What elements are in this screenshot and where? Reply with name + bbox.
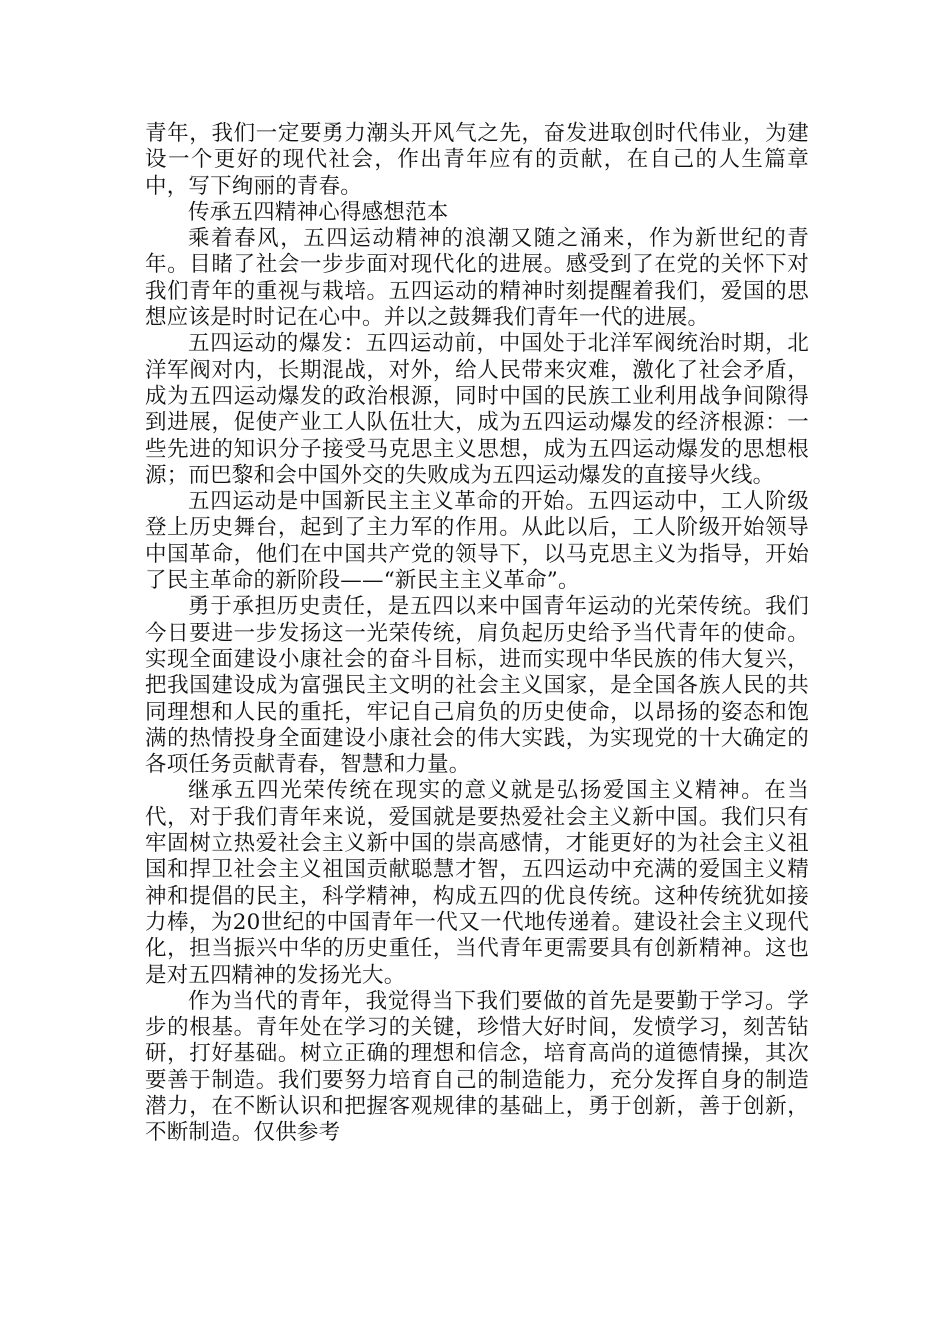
document-body [145, 121, 809, 1147]
paragraph: 青年，我们一定要勇力潮头开风气之先，奋发进取创时代伟业，为建设一个更好的现代社会，作出青年应有的贡献，在自己的人生篇章中，写下绚丽的青春。 [145, 121, 809, 199]
section-heading: 传承五四精神心得感想范本 [188, 199, 449, 225]
paragraph: 五四运动的爆发：五四运动前，中国处于北洋军阀统治时期，北洋军阀对内，长期混战，对外，给人民带来灾难，激化了社会矛盾，成为五四运动爆发的政治根源，同时中国的民族工业利用战争间隙得到进展，促使产业工人队伍壮大，成为五四运动爆发的经济根源：一些先进的知识分子接受马克思主义思想，成为五四运动爆发的思想根源；而巴黎和会中国外交的失败成为五四运动爆发的直接导火线。 [145, 331, 809, 488]
paragraph: 乘着春风，五四运动精神的浪潮又随之涌来，作为新世纪的青年。目睹了社会一步步面对现代化的进展。感受到了在党的关怀下对我们青年的重视与栽培。五四运动的精神时刻提醒着我们，爱国的思想应该是时时记在心中。并以之鼓舞我们青年一代的进展。 [145, 226, 809, 331]
paragraph: 五四运动是中国新民主主义革命的开始。五四运动中，工人阶级登上历史舞台，起到了主力军的作用。从此以后，工人阶级开始领导中国革命，他们在中国共产党的领导下，以马克思主义为指导，开始了民主革命的新阶段——“新民主主义革命”。 [145, 489, 809, 594]
paragraph: 勇于承担历史责任，是五四以来中国青年运动的光荣传统。我们今日要进一步发扬这一光荣传统，肩负起历史给予当代青年的使命。实现全面建设小康社会的奋斗目标，进而实现中华民族的伟大复兴，把我国建设成为富强民主文明的社会主义国家，是全国各族人民的共同理想和人民的重托，牢记自己肩负的历史使命，以昂扬的姿态和饱满的热情投身全面建设小康社会的伟大实践，为实现党的十大确定的各项任务贡献青春，智慧和力量。 [145, 594, 809, 778]
paragraph: 作为当代的青年，我觉得当下我们要做的首先是要勤于学习。学步的根基。青年处在学习的关键，珍惜大好时间，发愤学习，刻苦钻研，打好基础。树立正确的理想和信念，培育高尚的道德情操，其次要善于制造。我们要努力培育自己的制造能力，充分发挥自身的制造潜力，在不断认识和把握客观规律的基础上，勇于创新，善于创新，不断制造。仅供参考 [145, 988, 809, 1146]
paragraph: 继承五四光荣传统在现实的意义就是弘扬爱国主义精神。在当代，对于我们青年来说，爱国就是要热爱社会主义新中国。我们只有牢固树立热爱社会主义新中国的崇高感情，才能更好的为社会主义祖国和捍卫社会主义祖国贡献聪慧才智，五四运动中充满的爱国主义精神和提倡的民主，科学精神，构成五四的优良传统。这种传统犹如接力棒，为20世纪的中国青年一代又一代地传递着。建设社会主义现代化，担当振兴中华的历史重任，当代青年更需要具有创新精神。这也是对五四精神的发扬光大。 [145, 778, 809, 988]
